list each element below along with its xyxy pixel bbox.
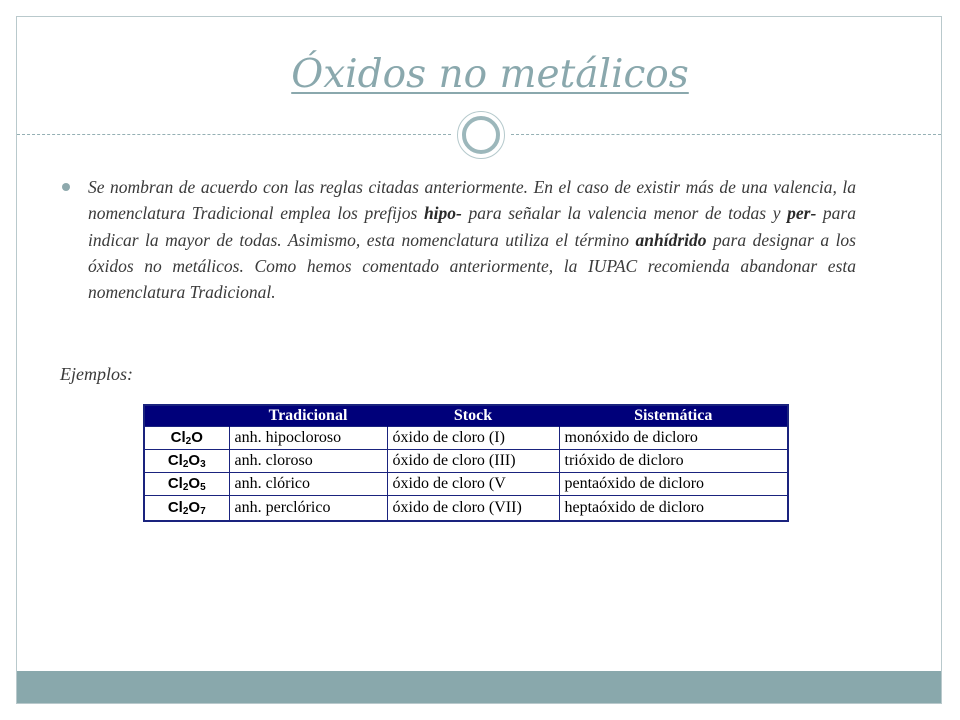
- table-row: [144, 450, 788, 473]
- formula-cell: $Cl_2O_5$: [144, 473, 229, 496]
- examples-label: Ejemplos:: [60, 364, 133, 384]
- header-stock: Stock: [387, 405, 559, 427]
- header-formula: [144, 405, 229, 427]
- paragraph-text: Se nombran de acuerdo con las reglas citadas anteriormente. En el caso de existir más de una valencia, la nomenclatura Tradicional emplea los prefijos: [88, 177, 856, 224]
- formula-cell: $Cl_2O_7$: [144, 496, 229, 522]
- table-row: [144, 496, 788, 522]
- paragraph-text: para señalar la valencia menor de todas y: [461, 203, 788, 224]
- table-row: [144, 427, 788, 450]
- sistematica-cell: trióxido de dicloro: [559, 450, 788, 473]
- stock-cell: óxido de cloro (III): [387, 450, 559, 473]
- page-title: Óxidos no metálicos: [291, 52, 689, 97]
- term-anhidrido: anhídrido: [635, 229, 707, 250]
- paragraph-text: para designar a los óxidos no metálicos. Como hemos comentado anteriormente, la IUPAC recomienda abandonar esta nomenclatura Tradicional.: [88, 229, 856, 303]
- oxide-nomenclature-table: [143, 404, 789, 522]
- table-row: [144, 473, 788, 496]
- tradicional-cell: anh. hipocloroso: [229, 427, 387, 450]
- stock-cell: óxido de cloro (VII): [387, 496, 559, 522]
- stock-cell: óxido de cloro (I): [387, 427, 559, 450]
- bullet-icon: [62, 183, 70, 191]
- tradicional-cell: anh. cloroso: [229, 450, 387, 473]
- tradicional-cell: anh. perclórico: [229, 496, 387, 522]
- stock-cell: óxido de cloro (V: [387, 473, 559, 496]
- sistematica-cell: heptaóxido de dicloro: [559, 496, 788, 522]
- title-divider-left: [17, 134, 451, 135]
- body-paragraph: [88, 174, 856, 305]
- footer-band: [17, 671, 941, 703]
- sistematica-cell: monóxido de dicloro: [559, 427, 788, 450]
- formula-cell: $Cl_2O$: [144, 427, 229, 450]
- sistematica-cell: pentaóxido de dicloro: [559, 473, 788, 496]
- prefix-hipo: hipo-: [423, 203, 462, 224]
- formula-cell: $Cl_2O_3$: [144, 450, 229, 473]
- title-divider-right: [511, 134, 941, 135]
- ring-ornament-icon: [454, 108, 508, 162]
- paragraph-text: para indicar la mayor de todas. Asimismo, esta nomenclatura utiliza el término: [88, 203, 856, 250]
- header-sistematica: Sistemática: [559, 405, 788, 427]
- tradicional-cell: anh. clórico: [229, 473, 387, 496]
- prefix-per: per-: [787, 203, 817, 224]
- header-tradicional: Tradicional: [229, 405, 387, 427]
- table-header-row: [144, 405, 788, 427]
